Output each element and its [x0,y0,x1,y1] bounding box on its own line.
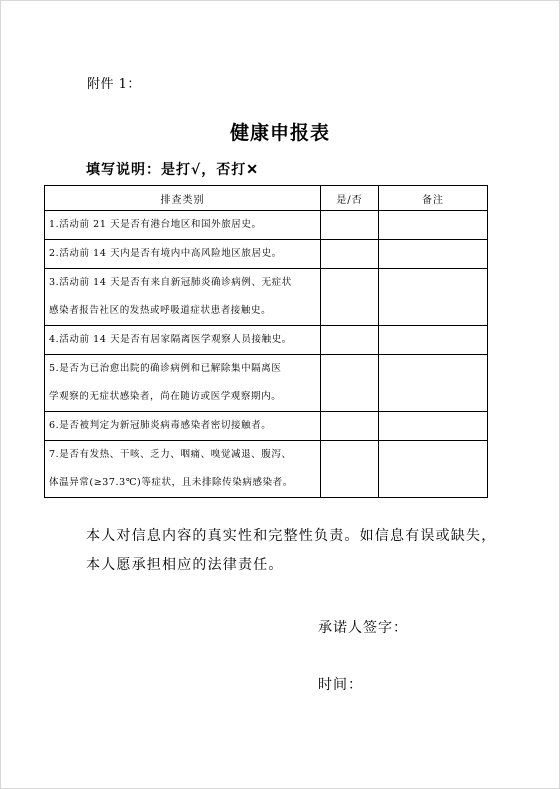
header-category: 排查类别 [45,186,321,211]
question-line: 5.是否为已治愈出院的确诊病例和已解除集中隔离医 [49,363,282,374]
row-3-answer-cell[interactable] [321,269,379,326]
table-row [45,441,488,498]
table-row [45,355,488,412]
table-row [45,211,488,240]
row-5-note-cell[interactable] [379,355,488,412]
table-header-row [45,186,488,211]
row-3-note-cell[interactable] [379,269,488,326]
health-screening-table [44,185,488,498]
table-row [45,326,488,355]
row-6-question [45,412,321,441]
row-3-question [45,269,321,326]
header-yes-no: 是/否 [321,186,379,211]
row-1-question [45,211,321,240]
row-6-note-cell[interactable] [379,412,488,441]
row-4-note-cell[interactable] [379,326,488,355]
row-1-answer-cell[interactable] [321,211,379,240]
question-line: 6.是否被判定为新冠肺炎病毒感染者密切接触者。 [49,420,272,431]
page-title: 健康申报表 [229,122,330,144]
pledge-line-1: 本人对信息内容的真实性和完整性负责。如信息有误或缺失， [86,528,497,544]
table-row [45,269,488,326]
row-4-question [45,326,321,355]
row-4-answer-cell[interactable] [321,326,379,355]
question-line: 2.活动前 14 天内是否有境内中高风险地区旅居史。 [49,248,282,259]
row-5-question [45,355,321,412]
question-line: 7.是否有发热、干咳、乏力、咽痛、嗅觉减退、腹泻、 [49,449,292,460]
time-label[interactable]: 时间： [318,677,363,693]
row-2-note-cell[interactable] [379,240,488,269]
row-2-answer-cell[interactable] [321,240,379,269]
row-2-question [45,240,321,269]
question-line: 学观察的无症状感染者，尚在随访或医学观察期内。 [49,391,282,402]
signature-label[interactable]: 承诺人签字： [318,620,408,636]
table-row [45,240,488,269]
table-row [45,412,488,441]
question-line: 3.活动前 14 天是否有来自新冠肺炎确诊病例、无症状 [49,277,292,288]
pledge-line-2: 本人愿承担相应的法律责任。 [86,557,284,573]
fill-instructions: 填写说明：是打√，否打✕ [86,162,259,178]
question-line: 1.活动前 21 天是否有港台地区和国外旅居史。 [49,219,262,230]
pledge-statement [86,522,506,580]
attachment-label: 附件 1： [87,77,141,92]
row-6-answer-cell[interactable] [321,412,379,441]
question-line: 4.活动前 14 天是否有居家隔离医学观察人员接触史。 [49,334,292,345]
header-remarks: 备注 [379,186,488,211]
row-7-question [45,441,321,498]
question-line: 感染者报告社区的发热或呼吸道症状患者接触史。 [49,305,272,316]
row-1-note-cell[interactable] [379,211,488,240]
row-5-answer-cell[interactable] [321,355,379,412]
row-7-answer-cell[interactable] [321,441,379,498]
row-7-note-cell[interactable] [379,441,488,498]
question-line: 体温异常(≥37.3℃)等症状，且未排除传染病感染者。 [49,477,293,488]
